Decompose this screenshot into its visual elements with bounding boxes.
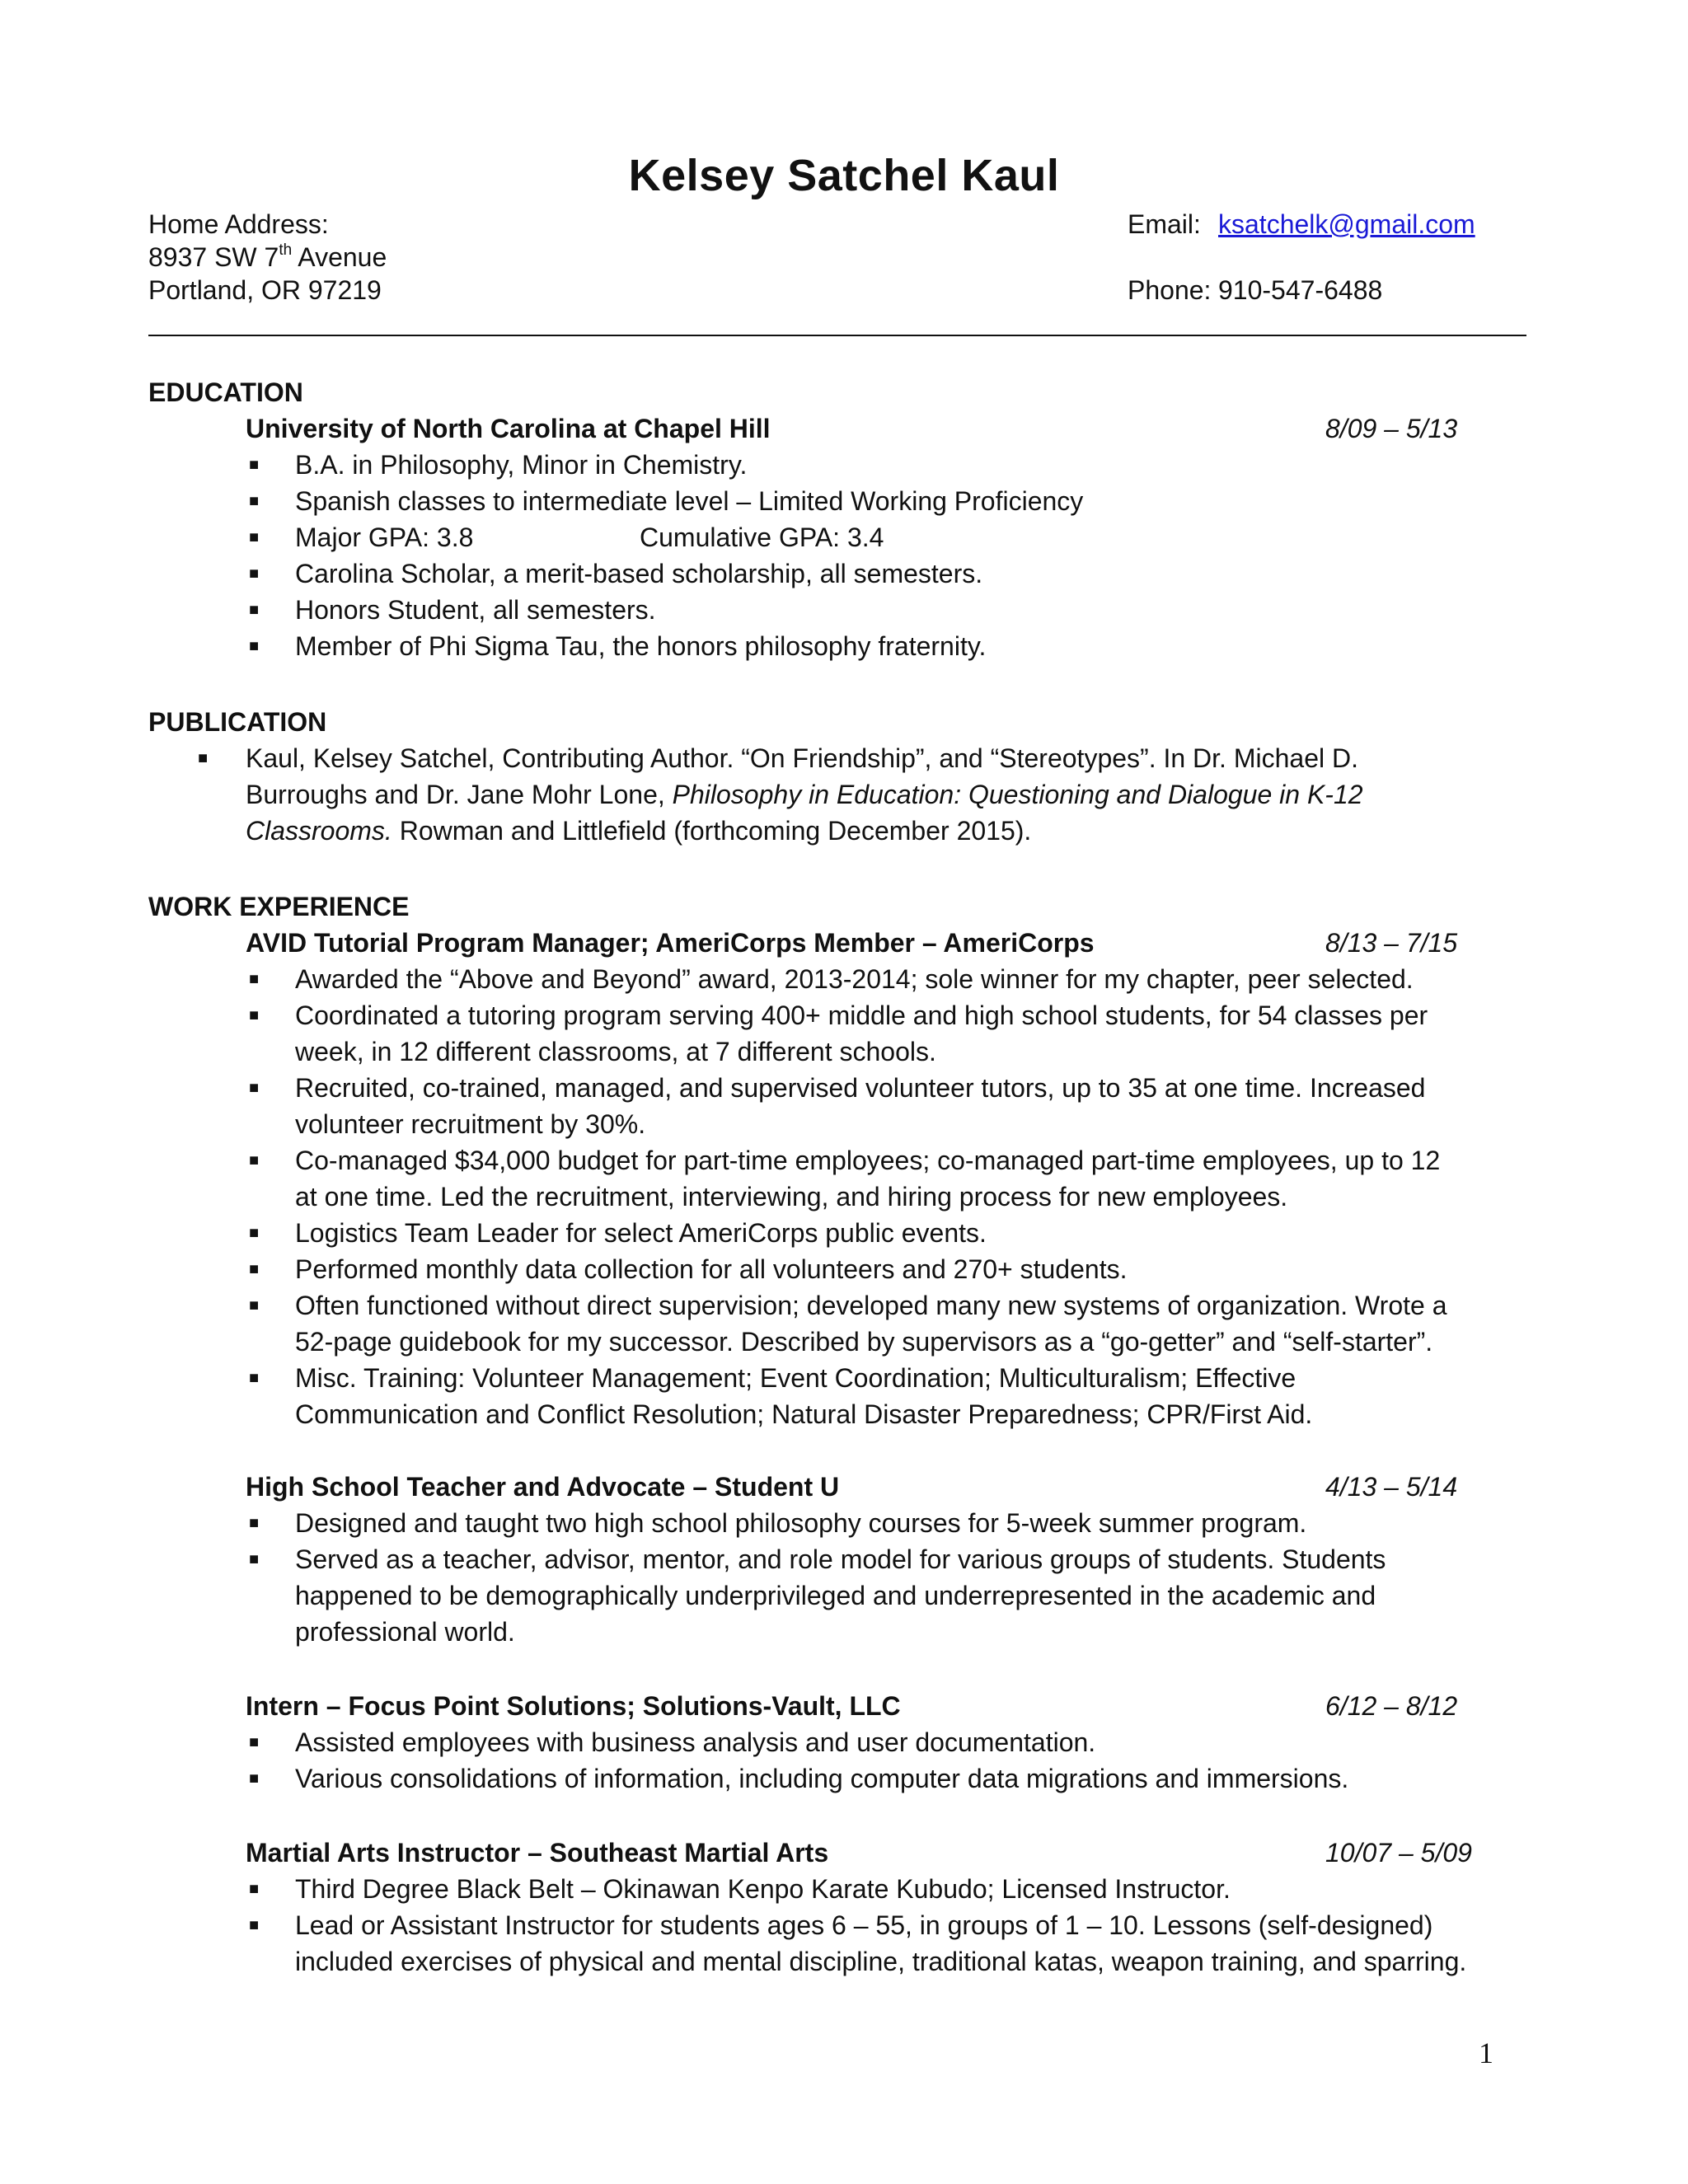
publication-line <box>246 778 1363 811</box>
job-dates: 6/12 – 8/12 <box>1325 1691 1458 1721</box>
cumulative-gpa: Cumulative GPA: 3.4 <box>640 523 884 552</box>
bullet-icon: ■ <box>249 1224 260 1242</box>
job-dates: 4/13 – 5/14 <box>1325 1472 1458 1502</box>
job-bullet-cont: happened to be demographically underprivileged and underrepresented in the academic and <box>295 1581 1376 1610</box>
job-title: High School Teacher and Advocate – Student U <box>246 1472 840 1502</box>
bullet-icon: ■ <box>249 1006 260 1024</box>
bullet-icon: ■ <box>249 1880 260 1898</box>
publication-line: Kaul, Kelsey Satchel, Contributing Author. “On Friendship”, and “Stereotypes”. In Dr. Michael D. <box>246 743 1358 773</box>
bullet-icon: ■ <box>249 1151 260 1169</box>
bullet-icon: ■ <box>249 1916 260 1934</box>
bullet-icon: ■ <box>249 1733 260 1751</box>
job-bullet: Coordinated a tutoring program serving 400+ middle and high school students, for 54 classes per <box>295 1001 1428 1030</box>
job-bullet: Co-managed $34,000 budget for part-time employees; co-managed part-time employees, up to 12 <box>295 1146 1441 1175</box>
home-address-label: Home Address: <box>148 209 329 239</box>
job-bullet-cont: included exercises of physical and mental discipline, traditional katas, weapon training, and sparring. <box>295 1947 1467 1976</box>
publication-heading: PUBLICATION <box>148 707 327 737</box>
phone-label: Phone: <box>1128 275 1212 305</box>
job-bullet: Designed and taught two high school philosophy courses for 5-week summer program. <box>295 1508 1307 1538</box>
street-name: Avenue <box>292 242 387 272</box>
education-dates: 8/09 – 5/13 <box>1325 414 1458 443</box>
bullet-icon: ■ <box>249 1079 260 1097</box>
publication-book-title-cont: Classrooms. <box>246 816 392 846</box>
job-bullet: Misc. Training: Volunteer Management; Event Coordination; Multiculturalism; Effective <box>295 1363 1296 1393</box>
job-bullet-cont: at one time. Led the recruitment, interviewing, and hiring process for new employees. <box>295 1182 1288 1212</box>
job-bullet: Recruited, co-trained, managed, and supervised volunteer tutors, up to 35 at one time. Increased <box>295 1073 1426 1103</box>
education-bullet: B.A. in Philosophy, Minor in Chemistry. <box>295 450 748 480</box>
publication-line <box>246 814 1031 847</box>
bullet-icon: ■ <box>249 1260 260 1278</box>
bullet-icon: ■ <box>249 1514 260 1532</box>
bullet-icon: ■ <box>249 565 260 583</box>
bullet-icon: ■ <box>249 637 260 655</box>
phone-number: 910-547-6488 <box>1218 275 1383 305</box>
city-state-zip: Portland, OR 97219 <box>148 275 382 305</box>
job-bullet-cont: week, in 12 different classrooms, at 7 different schools. <box>295 1037 936 1066</box>
job-bullet: Performed monthly data collection for all volunteers and 270+ students. <box>295 1254 1128 1284</box>
education-heading: EDUCATION <box>148 377 303 407</box>
bullet-icon: ■ <box>249 1296 260 1315</box>
job-bullet: Served as a teacher, advisor, mentor, and role model for various groups of students. Students <box>295 1544 1386 1574</box>
job-dates: 8/13 – 7/15 <box>1325 928 1458 958</box>
job-bullet: Assisted employees with business analysis and user documentation. <box>295 1727 1096 1757</box>
publication-publisher: Rowman and Littlefield (forthcoming December 2015). <box>392 816 1032 846</box>
job-bullet: Lead or Assistant Instructor for students ages 6 – 55, in groups of 1 – 10. Lessons (self-designed) <box>295 1910 1433 1940</box>
bullet-icon: ■ <box>249 1369 260 1387</box>
job-title: AVID Tutorial Program Manager; AmeriCorps Member – AmeriCorps <box>246 928 1095 958</box>
job-bullet: Third Degree Black Belt – Okinawan Kenpo Karate Kubudo; Licensed Instructor. <box>295 1874 1231 1904</box>
education-bullet: Spanish classes to intermediate level – Limited Working Proficiency <box>295 486 1084 516</box>
job-bullet-cont: professional world. <box>295 1617 515 1647</box>
job-dates: 10/07 – 5/09 <box>1325 1838 1472 1868</box>
publication-editors: Burroughs and Dr. Jane Mohr Lone, <box>246 780 673 809</box>
bullet-icon: ■ <box>249 492 260 510</box>
job-title: Intern – Focus Point Solutions; Solutions-Vault, LLC <box>246 1691 901 1721</box>
job-bullet: Logistics Team Leader for select AmeriCorps public events. <box>295 1218 987 1248</box>
education-bullet: Member of Phi Sigma Tau, the honors philosophy fraternity. <box>295 631 987 661</box>
job-bullet-cont: Communication and Conflict Resolution; Natural Disaster Preparedness; CPR/First Aid. <box>295 1399 1313 1429</box>
job-title: Martial Arts Instructor – Southeast Martial Arts <box>246 1838 829 1868</box>
publication-book-title: Philosophy in Education: Questioning and Dialogue in K-12 <box>672 780 1363 809</box>
work-heading: WORK EXPERIENCE <box>148 892 410 921</box>
education-bullet: Carolina Scholar, a merit-based scholarship, all semesters. <box>295 559 983 588</box>
bullet-icon: ■ <box>249 1550 260 1568</box>
resume-name: Kelsey Satchel Kaul <box>628 151 1060 200</box>
street-ordinal: th <box>279 241 293 259</box>
education-school: University of North Carolina at Chapel Hill <box>246 414 771 443</box>
bullet-icon: ■ <box>249 456 260 474</box>
job-bullet: Various consolidations of information, including computer data migrations and immersions. <box>295 1764 1349 1793</box>
bullet-icon: ■ <box>249 528 260 546</box>
education-bullet: Major GPA: 3.8 <box>295 523 474 552</box>
bullet-icon: ■ <box>249 1769 260 1788</box>
job-bullet: Awarded the “Above and Beyond” award, 2013-2014; sole winner for my chapter, peer selected. <box>295 964 1414 994</box>
job-bullet: Often functioned without direct supervision; developed many new systems of organization. Wrote a <box>295 1291 1447 1320</box>
email-link[interactable]: ksatchelk@gmail.com <box>1218 209 1475 239</box>
header-divider <box>148 335 1526 336</box>
bullet-icon: ■ <box>249 970 260 988</box>
education-bullet: Honors Student, all semesters. <box>295 595 656 625</box>
bullet-icon: ■ <box>249 601 260 619</box>
job-bullet-cont: 52-page guidebook for my successor. Described by supervisors as a “go-getter” and “self-starter”. <box>295 1327 1433 1357</box>
page-number: 1 <box>1479 2036 1493 2069</box>
email-label: Email: <box>1128 209 1201 239</box>
bullet-icon: ■ <box>198 749 209 767</box>
job-bullet-cont: volunteer recruitment by 30%. <box>295 1109 646 1139</box>
street-number: 8937 SW 7 <box>148 242 279 272</box>
